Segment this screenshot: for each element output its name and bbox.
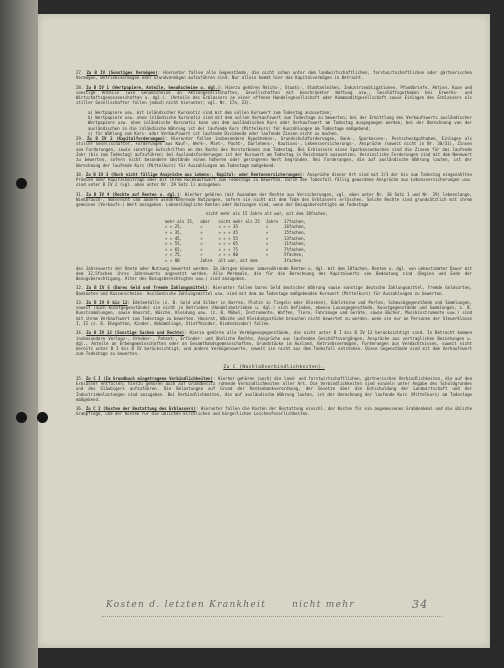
renten-table xyxy=(162,219,309,264)
paragraph xyxy=(76,285,472,296)
renten-cell: » » 55, xyxy=(165,241,183,247)
punch-hole-left-2 xyxy=(16,412,27,423)
paragraph-number: 30. xyxy=(76,171,84,177)
paragraph-number: 31. xyxy=(76,191,84,197)
paragraph-text: : Edelmetalle (z. B. Gold und Silber in Barren, Platin in Tiegeln oder Blechen), Edelsteine und Perlen, Schmuckgegenstände und Sammlungen, soweit (auch Kunstgegenstände) sie nicht in Betrieben (Handelsbetrieben u. dgl.) sich befinden, ebenso Luxusgegenstände, Kunstgegenstände und Sammlungen, z. B. Kunstsammlungen, sowie Hausrat, Wäsche, Kleidung usw. (z. B. Möbel, Instrumente, Waffen, Tiere, Fahrzeuge und Geräte, sowie Bücher, Musikinstrumente usw.) sind mit ihrem Verkaufswert zum Todestage zu bewerten. Hausrat, Wäsche und Kleidungsstücke brauchen nicht bewertet zu werden, wenn sie nur an Personen der Steuerklasse I, II (z. B. Ehegatten, Kinder, Abkömmlinge, Stieffkinder, Kindeskinder) fallen. xyxy=(76,299,473,327)
paragraph-text: a) Wertpapiere usw. mit inländischer Kursnotiz sind mit dem vollen Kurswert zum Todestag anzusetzen; xyxy=(88,109,332,115)
paragraph xyxy=(76,172,472,188)
paragraph xyxy=(76,85,472,106)
paragraph xyxy=(76,406,472,417)
paragraph-text: : Hierunter fallen bares Geld deutscher Währung sowie sonstige deutsche Zahlungsmittel, fremde Geldsorten, Banknoten und Kassenscheine. Ausländische Zahlungsmittel usw. sind mit dem am Todestage maßgebenden Kurswert (Mittelkurs) für Auszahlungen zu bewerten. xyxy=(76,285,473,296)
paragraph-number: 35. xyxy=(76,375,84,381)
renten-cell: » xyxy=(265,235,269,241)
renten-cell: » » 75, xyxy=(165,252,183,258)
paragraph-text: c) für Wählung zum Kurs- oder Verkaufswert ist laufende Dividende oder laufende Zinsen nicht zu machen. xyxy=(88,130,339,136)
document-body xyxy=(76,70,472,421)
paragraph-text: : Hierher gehören (mit Ausnahme der Rechte aus Versicherungen, vgl. oben unter Nr. 30 Satz 1 und Nr. 29) lebenslange, Nießbrauch-, Wohnrecht und andere wiederkehrende Nutzungen, sofern sie nicht mit dem Tode des Erblassers erlöschen. Solche Rechte sind grundsätzlich mit ihrem gemeinen (Verkaufs-) Wert anzugeben. Lebenslängliche Renten oder Nutzungen sind, wenn der Bezugsberechtigte am Todestage xyxy=(76,191,472,208)
paragraph-heading: Zu B IV 2 (Kapitalforderungen) xyxy=(86,136,165,142)
renten-cell: » xyxy=(200,229,203,235)
paragraph xyxy=(76,330,472,356)
paragraph-text: : Hierzu gehören Reichs-, Staats-, Stadtanleihen, Industrieobligationen, Pfandbriefe, Aktien, Kuxe und sonstige Anteile (wie Genußscheine an Aktiengesellschaften, Gesellschaften mit beschränkter Haftung usw., Geschäftsguthaben bei Erwerbs- und Wirtschaftsgenossenschaften u. dgl.). (Anteile des Erblassers an einer offenen Handelsgesellschaft oder Kommanditgesellschaft sowie Einlagen des Erblassers als stiller Gesellschafter fallen jedoch nicht hierunter; vgl. Nr. 17a, 23). xyxy=(76,84,472,106)
paragraph-heading: Zu B IV (Sonstiges Vermögen) xyxy=(86,70,158,75)
renten-cell: 17fachen, xyxy=(284,218,306,224)
punch-hole-left-3 xyxy=(37,412,48,423)
handwritten-text-2: nicht mehr xyxy=(292,600,355,610)
paragraph-number: 34. xyxy=(76,330,84,336)
renten-cell: 7½fachen, xyxy=(284,246,306,252)
paragraph-number: 32. xyxy=(76,285,84,291)
paragraph-text: : Hierunter fallen alle Gegenstände, die nicht schon unter dem landwirtschaftlichen, forstwirtschaftlichen oder gärtnerischen Vermögen, Betriebsvermögen oder Grundvermögen aufzuführen sind. Nur allein kommt hier das Kapitalvermögen in Betracht. xyxy=(76,70,472,81)
renten-cell: » xyxy=(200,241,203,247)
renten-cell: » xyxy=(200,246,203,252)
handwritten-number: 34 xyxy=(412,598,429,611)
paragraph-heading: Zu B IV 6 bis 12 xyxy=(86,299,128,305)
paragraph-heading: Zu B IV 1 (Wertpapiere, Anteile, Genußscheine u. dgl.) xyxy=(86,84,221,90)
renten-cell: » » » 35 xyxy=(218,224,238,230)
renten-cell: Jahre xyxy=(200,257,213,263)
renten-cell: » xyxy=(200,252,203,258)
paragraph xyxy=(76,300,472,326)
renten-cell: » » » 80 xyxy=(218,252,238,258)
renten-cell: » » 80 xyxy=(165,257,180,263)
paragraph-number: 29. xyxy=(76,136,84,142)
renten-cell: aber xyxy=(200,218,210,224)
paragraph-heading: Zu B IV 3 (Noch nicht fällige Ansprüche aus Lebens-, Kapital- oder Rentenversicherungen) xyxy=(85,171,303,177)
paragraph-number: 33. xyxy=(76,299,84,305)
renten-cell: 11fachen, xyxy=(284,241,306,247)
renten-intro: nicht mehr als 15 Jahre alt war, mit dem 18fachen, xyxy=(206,211,328,217)
renten-cell: » xyxy=(265,229,269,235)
renten-cell xyxy=(263,258,281,264)
scanner-edge xyxy=(0,0,38,668)
renten-cell: » » 45, xyxy=(165,235,183,241)
renten-cell: » xyxy=(265,246,269,252)
paragraph-heading: Zu B IV 13 (Sonstige Sachen und Rechte) xyxy=(86,330,185,336)
paragraph-text: : Ansprüche dieser Art sind mit 2/3 der bis zum Todestag eingezahlten Prämien oder Kapitalbeiträge oder mit ihrem Rückkaufswert zum Todestage zu bewerten. Durch den Todesfall fällig gewordene Ansprüche aus Lebensversicherungen usw. sind unter B IV 2 (vgl. oben unter Nr. 29 Satz 1) anzugeben. xyxy=(76,171,472,188)
renten-cell: » xyxy=(265,241,269,247)
paragraph xyxy=(76,376,472,402)
handwritten-note xyxy=(102,598,442,617)
section-title: Zu C (Nachlaßverbindlichkeiten). xyxy=(223,364,325,370)
paragraph-heading: Zu B IV 4 (Rechte auf Renten u. dgl.) xyxy=(86,191,180,197)
renten-cell: » » 25, xyxy=(165,224,183,230)
paragraph-heading: Zu C I (Im Grundbuch eingetragene Verbindlichkeiten) xyxy=(85,375,213,381)
paragraph-heading: Zu C 2 (Kosten der Bestattung des Erblassers) xyxy=(85,406,196,412)
renten-cell: 13fachen, xyxy=(284,235,306,241)
paragraph xyxy=(76,115,472,131)
paragraph-text: des Jahreswerts der Rente oder Nutzung bewertet werden. Im übrigen können immerwährende Renten u. dgl. mit dem 18fachen, Renten u. dgl. von unbestimmter Dauer mit dem 12,5fachen ihres Jahreswerts angesetzt werden. Alle Merkmale, die für die Berechnung des Kapitalwerts von Bedeutung sind (Beginn und Ende der Bezugsberechtigung, Alter des Bezugsberechtigten usw.) sind anzugeben. xyxy=(76,265,472,282)
paragraph-heading: Zu B IV 5 (Bares Geld und fremde Zahlungsmittel) xyxy=(86,285,208,291)
renten-cell: » » » 55 xyxy=(218,235,238,241)
punch-hole-left-1 xyxy=(16,178,27,189)
renten-cell: » » » 45 xyxy=(218,229,238,235)
renten-cell: 3fachen xyxy=(284,257,302,263)
renten-cell: » » 65, xyxy=(165,246,183,252)
paragraph-text: : Hierzu gehören alle Vermögensgegenstände, die nicht unter B I bis B IV 12 berücksichtigt sind. In Betracht kommen insbesondere Verlags-, Urheber-, Patent-, Erfinder- und ähnliche Rechte, Ansprüche aus laufenden Geschäftsvorgängen, Ansprüche aus vertraglichen Beziehungen u. dgl., Anteile an Erbengemeinschaften oder an Gesamthandsgemeinschaften, Grundstücke im Ausland, Betriebsvermögen, Forderungen aus Vermächtnissen, soweit nicht bereits unter B I bis B IV berücksichtigt, und andere Vermögenswerte, soweit sie nicht aus dem Todesfall entstehen. Diese Gegenstände sind mit dem Verkaufswert zum Todestage zu bewerten. xyxy=(76,330,473,357)
renten-cell: nicht mehr als 25 xyxy=(218,218,260,224)
renten-cell: Jahre xyxy=(265,218,279,224)
renten-cell: 5fachen, xyxy=(284,252,304,258)
renten-cell: » xyxy=(265,224,269,230)
paragraph-text: : Hierher gehören (auch) die land- und forstwirtschaftlichen, gärtnerischen Verbindlichkeiten, die auf den Erblasser entfallen; hierzu gehören auch auf Grundbesitz ruhende Verbindlichkeiten aller Art. Die Verbindlichkeiten sind einzeln unter Angabe des Schuldgrundes und des Gläubigers aufzuführen. Die Belastungen auf Grund der Rentenbankverordnung, der Gesetze über die Entschuldung der Landwirtschaft und der Industriebelastungen sind anzugeben. Bei Verbindlichkeiten, die auf ausländische Währung lauten, ist der Umrechnung der laufende Kurs (Mittelkurs) am Todestage maßgebend. xyxy=(76,375,473,402)
renten-cell: alt war, mit dem xyxy=(218,257,258,263)
paragraph xyxy=(76,192,472,208)
document-page xyxy=(38,14,490,648)
renten-cell: » xyxy=(200,224,203,230)
paragraph-number: 36. xyxy=(76,406,84,412)
paragraph-number: 28. xyxy=(76,84,84,90)
renten-cell: » xyxy=(265,252,269,258)
paragraph xyxy=(76,70,472,81)
paragraph-number: 27. xyxy=(76,70,84,75)
paragraph-text: : Hierunter fallen die Kosten der Bestattung einschl. der Kosten für ein angemessenes Grabdenkmal und die übliche Grabpflege, und der Kosten für die üblichen kirchlichen und bürgerlichen Leichenfeierlichkeiten. xyxy=(76,406,472,417)
paragraph-text: : Hierunter fallen insbesondere Hypotheken-, Grundschuldforderungen, Bank-, Sparkassen-, Postscheckguthaben, Einlagen als stiller Gesellschafter, Forderungen aus Kauf-, Werk-, Miet-, Pacht-, Darlehens-, Kautions-, Lebensversicherungs-, Ansprüche (soweit nicht in Nr. 30/31), Zinsen von Forderungen, sowie sonstige Gutschriften an das Konto des Verstorbenen zum Todestag. Bei Erblassern eines Sparkassenbuches sind die Zinsen für das laufende Jahr (bis zum Todestag) aufzuführen; bei Auslandsforderungen ist der Kurswert am Todestag in Reichsmark anzusetzen. Verzinsliche Forderungen sind mit dem Nennwert zu bewerten, sofern nicht besondere Umstände einen höheren oder geringeren Wert begründen. Bei Forderungen, die auf ausländische Währung lauten, ist der Umrechnung der laufende Kurs (Mittelkurs) für Auszahlungen am Todestage maßgebend. xyxy=(76,136,473,168)
renten-cell: » » 35, xyxy=(165,229,183,235)
renten-cell: 15fachen, xyxy=(284,229,306,235)
paragraph xyxy=(76,136,472,168)
renten-cell: » xyxy=(200,235,203,241)
paragraph-text: b) Wertpapiere usw. ohne inländische Kursnotiz sind mit dem vollen Verkaufswert zum Todestage zu bewerten; bei der Ermittlung des Verkaufswerts ausländischer Wertpapiere usw. ohne inländische Kursnotiz kann von dem ausländischen Kurs oder Verkaufswert am Todestag ausgegangen werden; bei der Umrechnung von der ausländischen in die inländische Währung ist der laufende Kurs (Mittelkurs) für Auszahlungen am Todestage maßgebend; xyxy=(88,114,472,131)
paragraph xyxy=(76,266,472,282)
handwritten-text-1: Kosten d. letzten Krankheit xyxy=(106,600,267,610)
renten-row xyxy=(162,258,309,264)
renten-cell: 16fachen, xyxy=(284,224,306,230)
renten-cell: » » » 75 xyxy=(218,246,238,252)
renten-cell: » » » 65 xyxy=(218,241,238,247)
renten-cell: mehr als 15, xyxy=(165,218,195,224)
